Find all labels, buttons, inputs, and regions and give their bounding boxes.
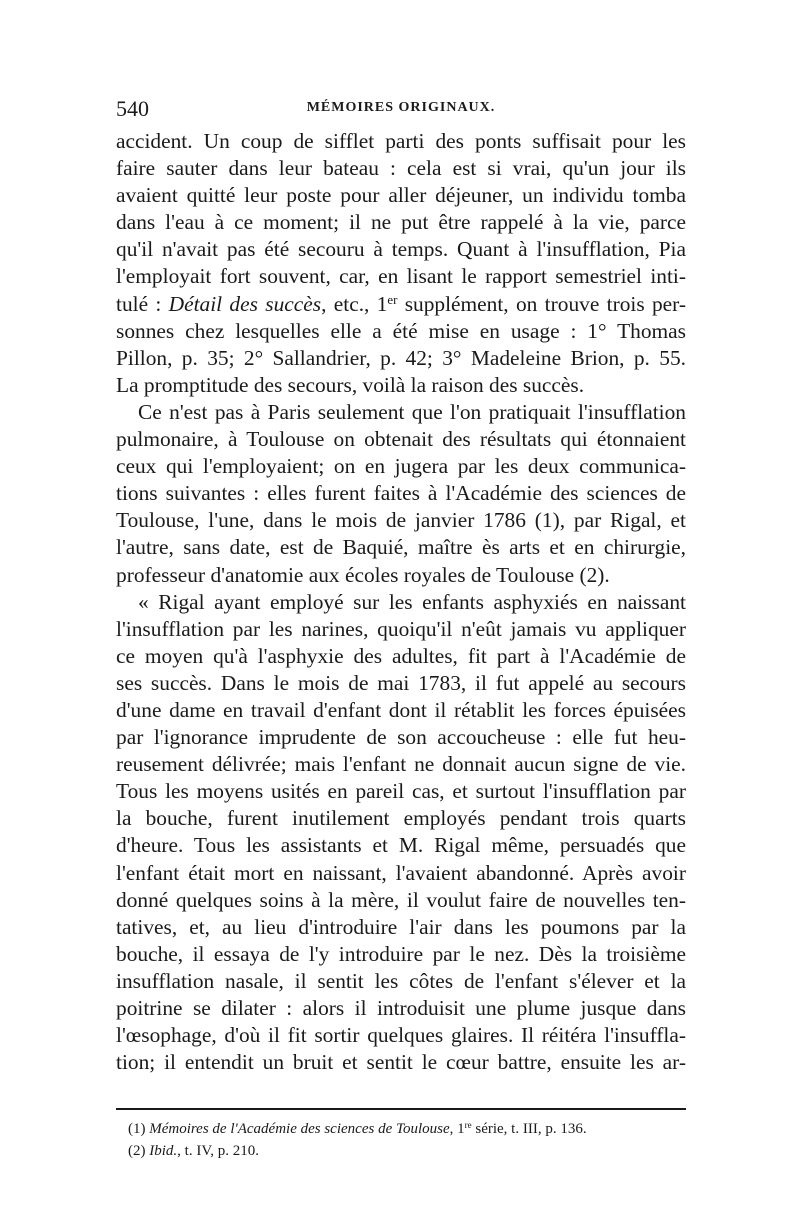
text-span: supplément, on trouve trois per-	[397, 291, 686, 316]
text-line: insufflation nasale, il sentit les côtes de l'enfant s'élever et la	[116, 968, 686, 993]
text-line: accident. Un coup de sifflet parti des ponts suffisait pour les	[116, 129, 686, 153]
text-line: ceux qui l'employaient; on en jugera par les deux communica-	[116, 454, 686, 479]
text-line: l'enfant était mort en naissant, l'avaient abandonné. Après avoir	[116, 860, 686, 885]
text-line: dans l'eau à ce moment; il ne put être rappelé à la vie, parce	[116, 210, 686, 235]
text-line: La promptitude des secours, voilà la raison des succès.	[116, 372, 585, 397]
footnote-mark: (2)	[128, 1143, 150, 1159]
page-header	[116, 96, 686, 122]
text-line: professeur d'anatomie aux écoles royales de Toulouse (2).	[116, 562, 610, 587]
superscript: er	[387, 292, 398, 307]
footnote	[128, 1140, 688, 1162]
text-line: avaient quitté leur poste pour aller déjeuner, un individu tomba	[116, 183, 686, 208]
text-line: bouche, il essaya de l'y introduire par le nez. Dès la troisième	[116, 941, 686, 966]
text-line: par l'ignorance imprudente de son accoucheuse : elle fut heu-	[116, 725, 686, 750]
text-line: Ce n'est pas à Paris seulement que l'on pratiquait l'insufflation	[138, 399, 686, 424]
text-line: Toulouse, l'une, dans le mois de janvier 1786 (1), par Rigal, et	[116, 508, 686, 533]
footnote-mark: (1)	[128, 1121, 150, 1137]
italic-title: Détail des succès	[168, 291, 322, 316]
footnote	[128, 1118, 688, 1140]
text-line: l'insufflation par les narines, quoiqu'il n'eût jamais vu appliquer	[116, 616, 686, 641]
running-title: MÉMOIRES ORIGINAUX.	[306, 100, 496, 115]
text-line: Tous les moyens usités en pareil cas, et surtout l'insufflation par	[116, 779, 686, 804]
superscript: re	[464, 1120, 472, 1131]
footnote-text: série, t. III, p. 136.	[471, 1121, 587, 1137]
body-text	[116, 128, 686, 1076]
text-line: qu'il n'avait pas été secouru à temps. Quant à l'insufflation, Pia	[116, 237, 686, 262]
text-line: tion; il entendit un bruit et sentit le cœur battre, ensuite les ar-	[116, 1050, 686, 1075]
text-line: la bouche, furent inutilement employés pendant trois quarts	[116, 806, 686, 831]
text-line	[116, 291, 686, 318]
text-line: l'œsophage, d'où il fit sortir quelques glaires. Il réitéra l'insuffla-	[116, 1023, 686, 1048]
footnote-rule	[116, 1108, 686, 1110]
text-line: ses succès. Dans le mois de mai 1783, il fut appelé au secours	[116, 670, 686, 695]
text-line: reusement délivrée; mais l'enfant ne donnait aucun signe de vie.	[116, 752, 686, 777]
text-line: pulmonaire, à Toulouse on obtenait des résultats qui étonnaient	[116, 427, 686, 452]
footnotes	[128, 1118, 688, 1162]
text-line: ce moyen qu'à l'asphyxie des adultes, fit part à l'Académie de	[116, 643, 686, 668]
footnote-text: , 1	[449, 1121, 465, 1137]
footnote-source-title: Ibid.	[149, 1143, 178, 1159]
text-line: tions suivantes : elles furent faites à l'Académie des sciences de	[116, 481, 686, 506]
text-line: d'une dame en travail d'enfant dont il rétablit les forces épuisées	[116, 697, 686, 722]
text-line: Pillon, p. 35; 2° Sallandrier, p. 42; 3° Madeleine Brion, p. 55.	[116, 345, 686, 370]
text-line: tatives, et, au lieu d'introduire l'air dans les poumons par la	[116, 914, 686, 939]
text-line: sonnes chez lesquelles elle a été mise en usage : 1° Thomas	[116, 318, 686, 343]
text-line: poitrine se dilater : alors il introduisit une plume jusque dans	[116, 996, 686, 1020]
text-line: donné quelques soins à la mère, il voulut faire de nouvelles ten-	[116, 887, 686, 912]
footnote-source-title: Mémoires de l'Académie des sciences de Toulouse	[149, 1121, 450, 1137]
text-line: faire sauter dans leur bateau : cela est si vrai, qu'un jour ils	[116, 156, 686, 181]
text-line: l'employait fort souvent, car, en lisant le rapport semestriel inti-	[116, 264, 686, 289]
footnote-text: , t. IV, p. 210.	[177, 1143, 259, 1159]
text-span: , etc., 1	[321, 291, 388, 316]
page-number: 540	[116, 96, 149, 121]
text-line: « Rigal ayant employé sur les enfants asphyxiés en naissant	[138, 589, 686, 614]
text-span: tulé :	[116, 291, 169, 316]
text-line: d'heure. Tous les assistants et M. Rigal même, persuadés que	[116, 833, 686, 858]
text-line: l'autre, sans date, est de Baquié, maître ès arts et en chirurgie,	[116, 535, 686, 560]
